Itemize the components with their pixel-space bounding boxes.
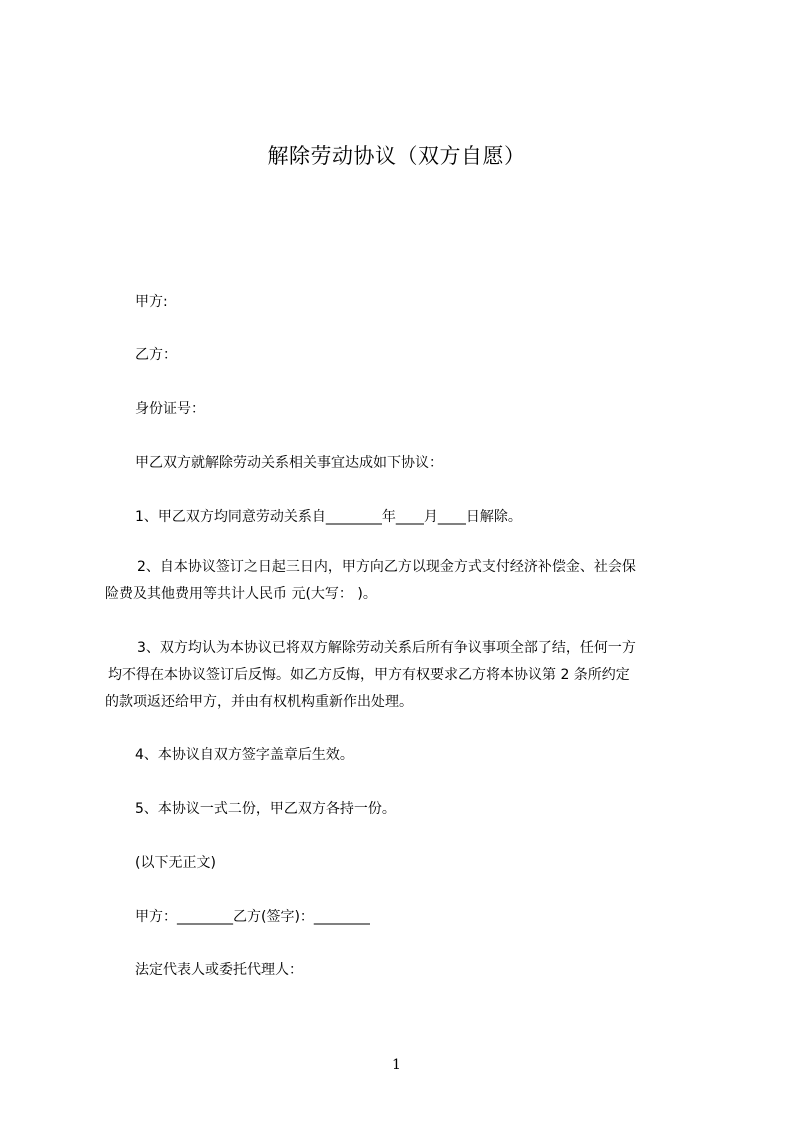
no-more-text-note: (以下无正文) (135, 855, 216, 871)
legal-representative-label: 法定代表人或委托代理人： (135, 962, 303, 978)
page-number: 1 (392, 1057, 401, 1073)
agreement-intro: 甲乙双方就解除劳动关系相关事宜达成如下协议： (135, 455, 443, 471)
signature-line: 甲方：________乙方(签字)：________ (135, 909, 370, 925)
clause-1: 1、甲乙双方均同意劳动关系自________年____月____日解除。 (135, 509, 522, 525)
clause-3-line-3: 的款项返还给甲方，并由有权机构重新作出处理。 (105, 694, 413, 710)
clause-4: 4、本协议自双方签字盖章后生效。 (135, 747, 354, 763)
id-number-label: 身份证号： (135, 401, 205, 417)
clause-3-line-2: 均不得在本协议签订后反悔。如乙方反悔，甲方有权要求乙方将本协议第 2 条所约定 (108, 667, 630, 683)
clause-2-line-2: 险费及其他费用等共计人民币 元(大写： )。 (105, 586, 377, 602)
document-title: 解除劳动协议（双方自愿） (267, 144, 526, 168)
party-a-label: 甲方: (135, 294, 168, 310)
clause-2-line-1: 2、自本协议签订之日起三日内，甲方向乙方以现金方式支付经济补偿金、社会保 (137, 559, 636, 575)
clause-3-line-1: 3、双方均认为本协议已将双方解除劳动关系后所有争议事项全部了结，任何一方 (137, 640, 636, 656)
clause-5: 5、本协议一式二份，甲乙双方各持一份。 (135, 801, 396, 817)
party-b-label: 乙方： (135, 347, 177, 363)
